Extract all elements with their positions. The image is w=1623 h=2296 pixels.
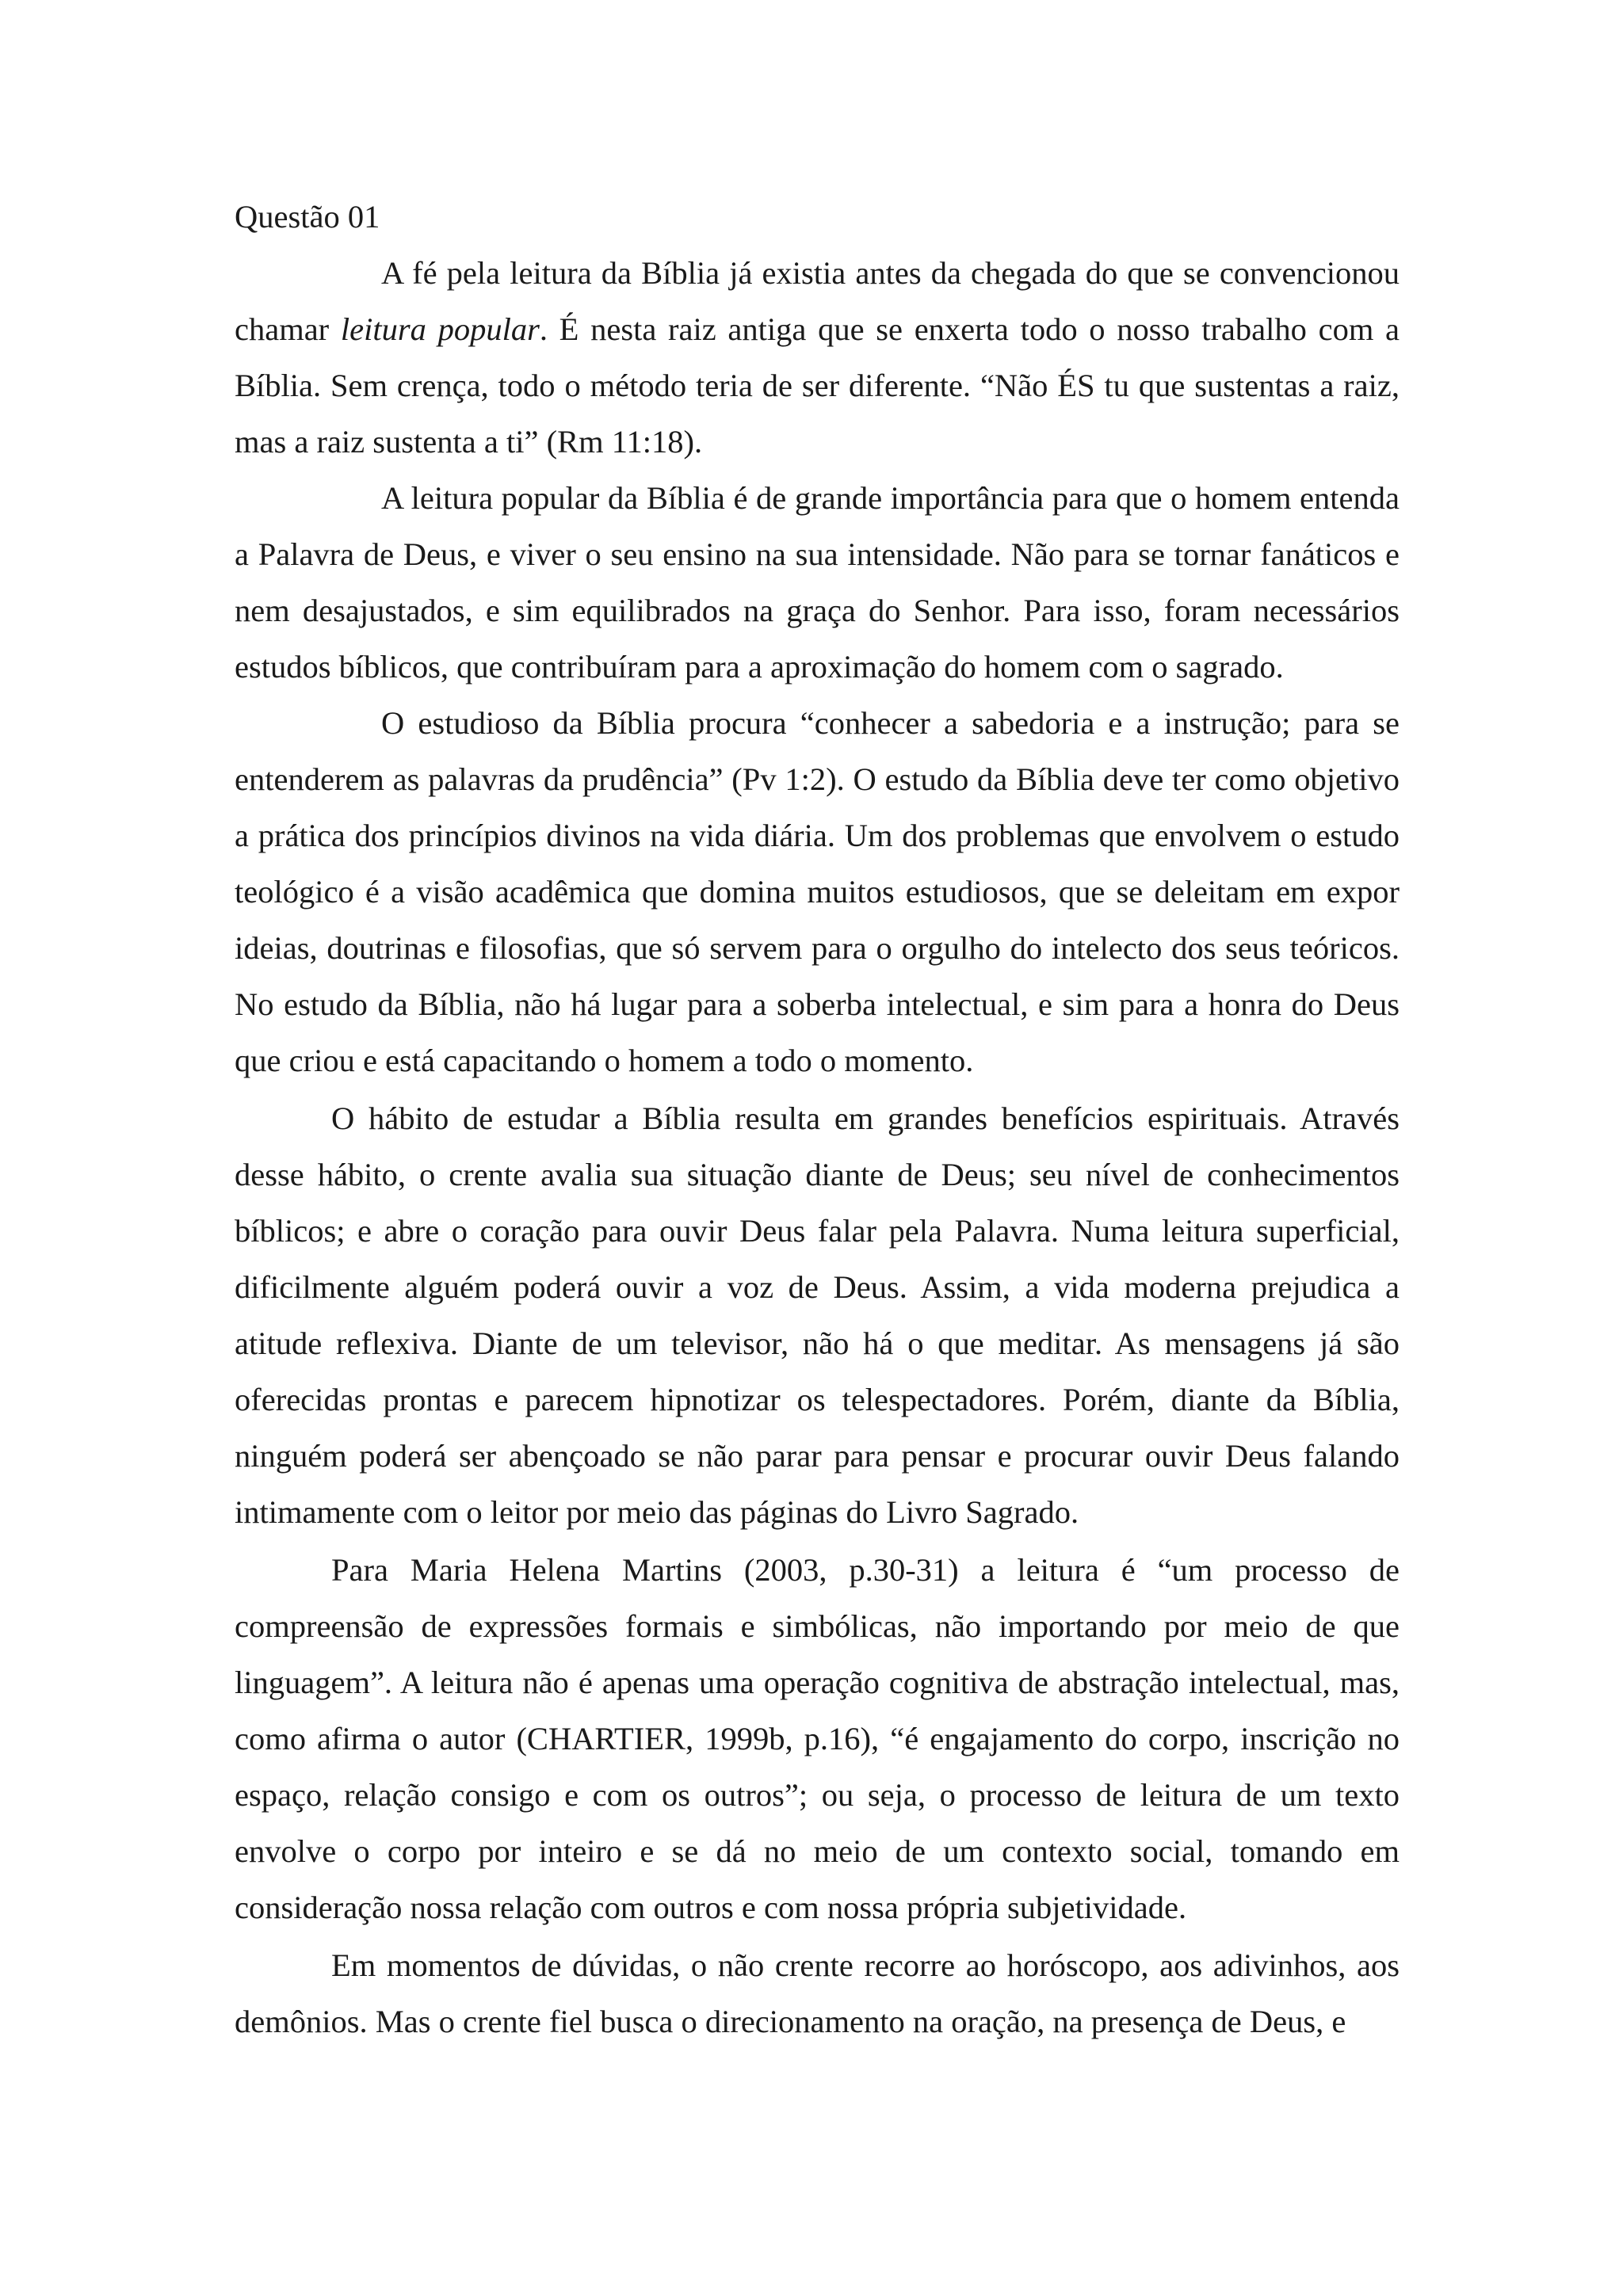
question-heading: Questão 01 xyxy=(235,199,380,235)
paragraph-1-text-start: A fé pela leitura da Bíblia já existia antes da chegada do que se convencionou chamar xyxy=(235,255,1400,347)
paragraph-5: Para Maria Helena Martins (2003, p.30-31) a leitura é “um processo de compreensão de expressões formais e simbólicas, não importando por meio de que linguagem”. A leitura não é apenas uma operação cognitiva de abstração intelectual, mas, como afirma o autor (CHARTIER, 1999b, p.16), “é engajamento do corpo, inscrição no espaço, relação consigo e com os outros”; ou seja, o processo de leitura de um texto envolve o corpo por inteiro e se dá no meio de um contexto social, tomando em consideração nossa relação com outros e com nossa própria subjetividade. xyxy=(235,1552,1400,1925)
document-page xyxy=(235,189,1400,2050)
paragraph-1-emphasis: leitura popular xyxy=(340,311,540,347)
paragraph-3: O estudioso da Bíblia procura “conhecer a sabedoria e a instrução; para se entenderem as palavras da prudência” (Pv 1:2). O estudo da Bíblia deve ter como objetivo a prática dos princípios divinos na vida diária. Um dos problemas que envolvem o estudo teológico é a visão acadêmica que domina muitos estudiosos, que se deleitam em expor ideias, doutrinas e filosofias, que só servem para o orgulho do intelecto dos seus teóricos. No estudo da Bíblia, não há lugar para a soberba intelectual, e sim para a honra do Deus que criou e está capacitando o homem a todo o momento. xyxy=(235,705,1400,1078)
paragraph-6: Em momentos de dúvidas, o não crente recorre ao horóscopo, aos adivinhos, aos demônios. Mas o crente fiel busca o direcionamento na oração, na presença de Deus, e xyxy=(235,1947,1400,2039)
paragraph-4: O hábito de estudar a Bíblia resulta em grandes benefícios espirituais. Através desse hábito, o crente avalia sua situação diante de Deus; seu nível de conhecimentos bíblicos; e abre o coração para ouvir Deus falar pela Palavra. Numa leitura superficial, dificilmente alguém poderá ouvir a voz de Deus. Assim, a vida moderna prejudica a atitude reflexiva. Diante de um televisor, não há o que meditar. As mensagens já são oferecidas prontas e parecem hipnotizar os telespectadores. Porém, diante da Bíblia, ninguém poderá ser abençoado se não parar para pensar e procurar ouvir Deus falando intimamente com o leitor por meio das páginas do Livro Sagrado. xyxy=(235,1100,1400,1530)
paragraph-2: A leitura popular da Bíblia é de grande importância para que o homem entenda a Palavra de Deus, e viver o seu ensino na sua intensidade. Não para se tornar fanáticos e nem desajustados, e sim equilibrados na graça do Senhor. Para isso, foram necessários estudos bíblicos, que contribuíram para a aproximação do homem com o sagrado. xyxy=(235,480,1400,685)
paragraph-1 xyxy=(235,245,1400,470)
paragraph-1-text-end: . É nesta raiz antiga que se enxerta todo o nosso trabalho com a Bíblia. Sem crença, todo o método teria de ser diferente. “Não ÉS tu que sustentas a raiz, mas a raiz sustenta a ti” (Rm 11:18). xyxy=(235,311,1400,460)
